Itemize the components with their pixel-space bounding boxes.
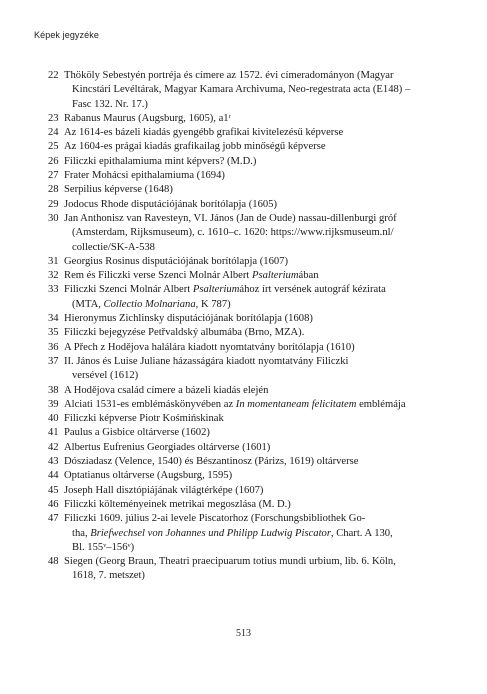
list-item <box>48 183 448 197</box>
entry-caption <box>64 112 448 126</box>
entry-text-segment: ához írt versének autográf kézirata <box>239 284 386 296</box>
entry-caption <box>64 140 448 154</box>
list-item <box>48 441 448 455</box>
entry-text-segment: Az 1614-es bázeli kiadás gyengébb grafikai kivitelezésű képverse <box>64 127 344 139</box>
entry-text-segment: Alciati 1531-es emblémáskönyvében az <box>64 398 236 410</box>
entry-caption <box>64 512 448 526</box>
entry-number: 44 <box>48 470 59 482</box>
list-item <box>48 341 448 355</box>
entry-text-segment: Dósziadasz (Velence, 1540) és Bészantinosz (Párizs, 1619) oltárverse <box>64 456 359 468</box>
entry-number: 31 <box>48 255 59 267</box>
entry-caption <box>64 398 448 412</box>
list-item <box>48 140 448 154</box>
entry-caption <box>64 555 448 569</box>
italic-title-text: Collectio Molnariana <box>103 298 196 310</box>
list-item <box>48 469 448 483</box>
list-item <box>48 312 448 326</box>
entry-number: 33 <box>48 284 59 296</box>
entry-continuation-line: Bl. 155ᵛ–156ᵛ) <box>72 541 135 553</box>
entry-text-segment: II. János és Luise Juliane házasságára kiadott nyomtatvány Filiczki <box>64 355 349 367</box>
entry-caption <box>64 312 448 326</box>
entry-continuation-line <box>64 298 448 312</box>
entry-number: 26 <box>48 155 59 167</box>
entry-text-segment: Albertus Eufrenius Georgiades oltárverse (1601) <box>64 441 271 453</box>
entry-number: 46 <box>48 498 59 510</box>
list-item <box>48 283 448 312</box>
entry-caption <box>64 469 448 483</box>
entry-number: 37 <box>48 355 59 367</box>
entry-caption <box>64 498 448 512</box>
list-item <box>48 155 448 169</box>
entry-number: 30 <box>48 212 59 224</box>
entry-number: 22 <box>48 70 59 81</box>
entry-number: 36 <box>48 341 59 353</box>
list-item <box>48 69 448 112</box>
entry-number: 24 <box>48 127 59 139</box>
entry-text-segment: , Chart. A 130, <box>330 527 393 539</box>
entry-continuation-line: Kincstári Levéltárak, Magyar Kamara Archivuma, Neo-regestrata acta (E148) – <box>72 84 411 96</box>
entry-continuation-line: Fasc 132. Nr. 17.) <box>72 98 148 110</box>
image-list <box>48 69 448 584</box>
entry-text-segment: Filiczki epithalamiuma mint képvers? (M.D.) <box>64 155 257 167</box>
entry-caption <box>64 198 448 212</box>
entry-continuation-line: versével (1612) <box>72 370 139 382</box>
entry-caption <box>64 441 448 455</box>
entry-caption <box>64 269 448 283</box>
entry-text-segment: Filiczki 1609. július 2-ai levele Piscatorhoz (Forschungsbibliothek Go- <box>64 513 366 525</box>
list-item <box>48 384 448 398</box>
running-header: Képek jegyzéke <box>34 30 99 40</box>
entry-number: 41 <box>48 427 59 439</box>
entry-caption <box>64 255 448 269</box>
entry-continuation-line <box>64 527 448 541</box>
entry-text-segment: Optatianus oltárverse (Augsburg, 1595) <box>64 470 233 482</box>
list-item <box>48 455 448 469</box>
entry-number: 35 <box>48 327 59 339</box>
list-item <box>48 498 448 512</box>
entry-number: 32 <box>48 270 59 282</box>
entry-text-segment: Serpilius képverse (1648) <box>64 184 173 196</box>
list-item <box>48 255 448 269</box>
entry-continuation-line: collectie/SK-A-538 <box>72 241 155 253</box>
entry-caption <box>64 412 448 426</box>
entry-number: 47 <box>48 513 59 525</box>
entry-caption <box>64 212 448 226</box>
entry-number: 29 <box>48 198 59 210</box>
list-item <box>48 126 448 140</box>
entry-number: 48 <box>48 556 59 568</box>
entry-caption <box>64 384 448 398</box>
entry-text-segment: Rabanus Maurus (Augsburg, 1605), a1ʳ <box>64 112 231 124</box>
entry-continuation-line: 1618, 7. metszet) <box>72 570 145 582</box>
list-item <box>48 269 448 283</box>
entry-caption <box>64 326 448 340</box>
entry-number: 27 <box>48 170 59 182</box>
entry-text-segment: tha, <box>72 527 91 539</box>
list-item <box>48 198 448 212</box>
entry-text-segment: ában <box>298 270 319 282</box>
entry-text-segment: Filiczki költeményeinek metrikai megoszlása (M. D.) <box>64 498 291 510</box>
entry-continuation-line: (Amsterdam, Rijksmuseum), c. 1610–c. 1620: https://www.rijksmuseum.nl/ <box>72 227 394 239</box>
entry-text-segment: Paulus a Gisbice oltárverse (1602) <box>64 427 210 439</box>
entry-number: 40 <box>48 413 59 425</box>
entry-number: 34 <box>48 313 59 325</box>
entry-text-segment: Hieronymus Zichlinsky disputációjának borítólapja (1608) <box>64 313 313 325</box>
entry-text-segment: Jodocus Rhode disputációjának borítólapja (1605) <box>64 198 278 210</box>
italic-title-text: Psalterium <box>192 284 240 296</box>
entry-caption <box>64 155 448 169</box>
entry-text-segment: Georgius Rosinus disputációjának borítólapja (1607) <box>64 255 289 267</box>
entry-caption <box>64 355 448 369</box>
entry-text-segment: Siegen (Georg Braun, Theatri praecipuarum totius mundi urbium, lib. 6. Köln, <box>64 556 396 568</box>
list-item <box>48 398 448 412</box>
entry-text-segment: Joseph Hall disztópiájának világtérképe (1607) <box>64 484 264 496</box>
italic-title-text: Psalterium <box>252 270 299 282</box>
entry-text-segment: Az 1604-es prágai kiadás grafikailag jobb minőségű képverse <box>64 141 326 153</box>
list-item <box>48 512 448 555</box>
entry-number: 43 <box>48 456 59 468</box>
italic-title-text: Briefwechsel von Johannes und Philipp Ludwig Piscator <box>90 527 331 539</box>
entry-text-segment: Rem és Filiczki verse Szenci Molnár Albert <box>64 270 252 282</box>
page-number: 513 <box>236 628 251 639</box>
entry-number: 28 <box>48 184 59 196</box>
entry-caption <box>64 484 448 498</box>
entry-number: 38 <box>48 384 59 396</box>
entry-text-segment: Filiczki bejegyzése Petřvaldský albumába (Brno, MZA). <box>64 327 305 339</box>
italic-title-text: In momentaneam felicitatem <box>235 398 357 410</box>
entry-number: 42 <box>48 441 59 453</box>
entry-text-segment: A Přech z Hodějova halálára kiadott nyomtatvány borítólapja (1610) <box>64 341 355 353</box>
entry-caption <box>64 341 448 355</box>
entry-caption <box>64 169 448 183</box>
entry-text-segment: Frater Mohácsi epithalamiuma (1694) <box>64 170 225 182</box>
entry-number: 23 <box>48 112 59 124</box>
list-item <box>48 326 448 340</box>
list-item <box>48 212 448 255</box>
list-item <box>48 555 448 584</box>
list-item <box>48 169 448 183</box>
list-item <box>48 112 448 126</box>
entry-text-segment: A Hodějova család címere a bázeli kiadás elején <box>64 384 269 396</box>
entry-text-segment: , K 787) <box>195 298 231 310</box>
entry-text-segment: Jan Anthonisz van Ravesteyn, VI. János (Jan de Oude) nassau-dillenburgi gróf <box>64 212 397 224</box>
entry-caption <box>64 455 448 469</box>
entry-text-segment: Filiczki Szenci Molnár Albert <box>64 284 193 296</box>
entry-caption <box>64 283 448 297</box>
entry-text-segment: (MTA, <box>72 298 104 310</box>
list-item <box>48 484 448 498</box>
entry-number: 39 <box>48 398 59 410</box>
list-item <box>48 426 448 440</box>
entry-text-segment: Filiczki képverse Piotr Kośmińskinak <box>64 413 224 425</box>
entry-text-segment: Thököly Sebestyén portréja és címere az 1572. évi címeradományon (Magyar <box>64 70 394 81</box>
list-item <box>48 355 448 384</box>
entry-caption <box>64 69 448 83</box>
entry-number: 25 <box>48 141 59 153</box>
entry-caption <box>64 426 448 440</box>
list-item <box>48 412 448 426</box>
entry-caption <box>64 126 448 140</box>
entry-number: 45 <box>48 484 59 496</box>
entry-caption <box>64 183 448 197</box>
entry-text-segment: emblémája <box>356 398 406 410</box>
